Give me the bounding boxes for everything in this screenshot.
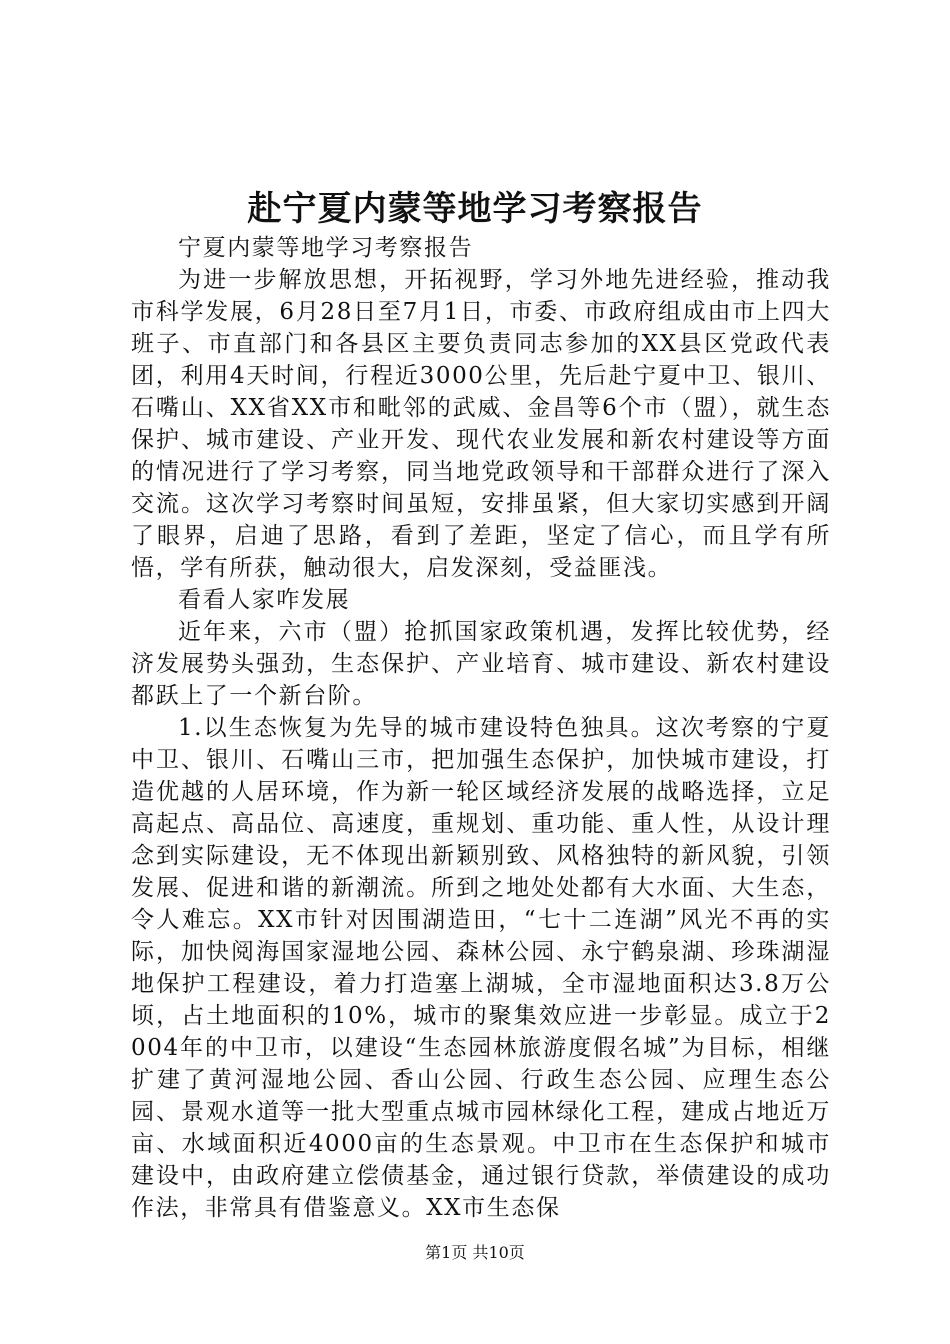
overview-paragraph: 近年来，六市（盟）抢抓国家政策机遇，发挥比较优势，经济发展势头强劲，生态保护、产业培育、城市建设、新农村建设都跃上了一个新台阶。: [131, 619, 831, 709]
point-one-paragraph: 1.以生态恢复为先导的城市建设特色独具。这次考察的宁夏中卫、银川、石嘴山三市，把加强生态保护，加快城市建设，打造优越的人居环境，作为新一轮区域经济发展的战略选择，立足高起点、高品位、高速度，重规划、重功能、重人性，从设计理念到实际建设，无不体现出新颖别致、风格独特的新风貌，引领发展、促进和谐的新潮流。所到之地处处都有大水面、大生态，令人难忘。XX市针对因围湖造田，“七十二连湖”风光不再的实际，加快阅海国家湿地公园、森林公园、永宁鹤泉湖、珍珠湖湿地保护工程建设，着力打造塞上湖城，全市湿地面积达3.8万公顷，占土地面积的10%，城市的聚集效应进一步彰显。成立于2004年的中卫市，以建设“生态园林旅游度假名城”为目标，相继扩建了黄河湿地公园、香山公园、行政生态公园、应理生态公园、景观水道等一批大型重点城市园林绿化工程，建成占地近万亩、水域面积近4000亩的生态景观。中卫市在生态保护和城市建设中，由政府建立偿债基金，通过银行贷款，举债建设的成功作法，非常具有借鉴意义。XX市生态保: [131, 715, 831, 1221]
intro-paragraph: 为进一步解放思想，开拓视野，学习外地先进经验，推动我市科学发展，6月28日至7月1日，市委、市政府组成由市上四大班子、市直部门和各县区主要负责同志参加的XX县区党政代表团，利用4天时间，行程近3000公里，先后赴宁夏中卫、银川、石嘴山、XX省XX市和毗邻的武威、金昌等6个市（盟），就生态保护、城市建设、产业开发、现代农业发展和新农村建设等方面的情况进行了学习考察，同当地党政领导和干部群众进行了深入交流。这次学习考察时间虽短，安排虽紧，但大家切实感到开阔了眼界，启迪了思路，看到了差距，坚定了信心，而且学有所悟，学有所获，触动很大，启发深刻，受益匪浅。: [131, 267, 831, 581]
document-body: [131, 232, 831, 1224]
document-title: 赴宁夏内蒙等地学习考察报告: [247, 189, 703, 229]
section-heading: 看看人家咋发展: [178, 587, 351, 613]
page-footer: 第1页 共10页: [425, 1243, 525, 1262]
subtitle-paragraph: 宁夏内蒙等地学习考察报告: [178, 235, 474, 261]
